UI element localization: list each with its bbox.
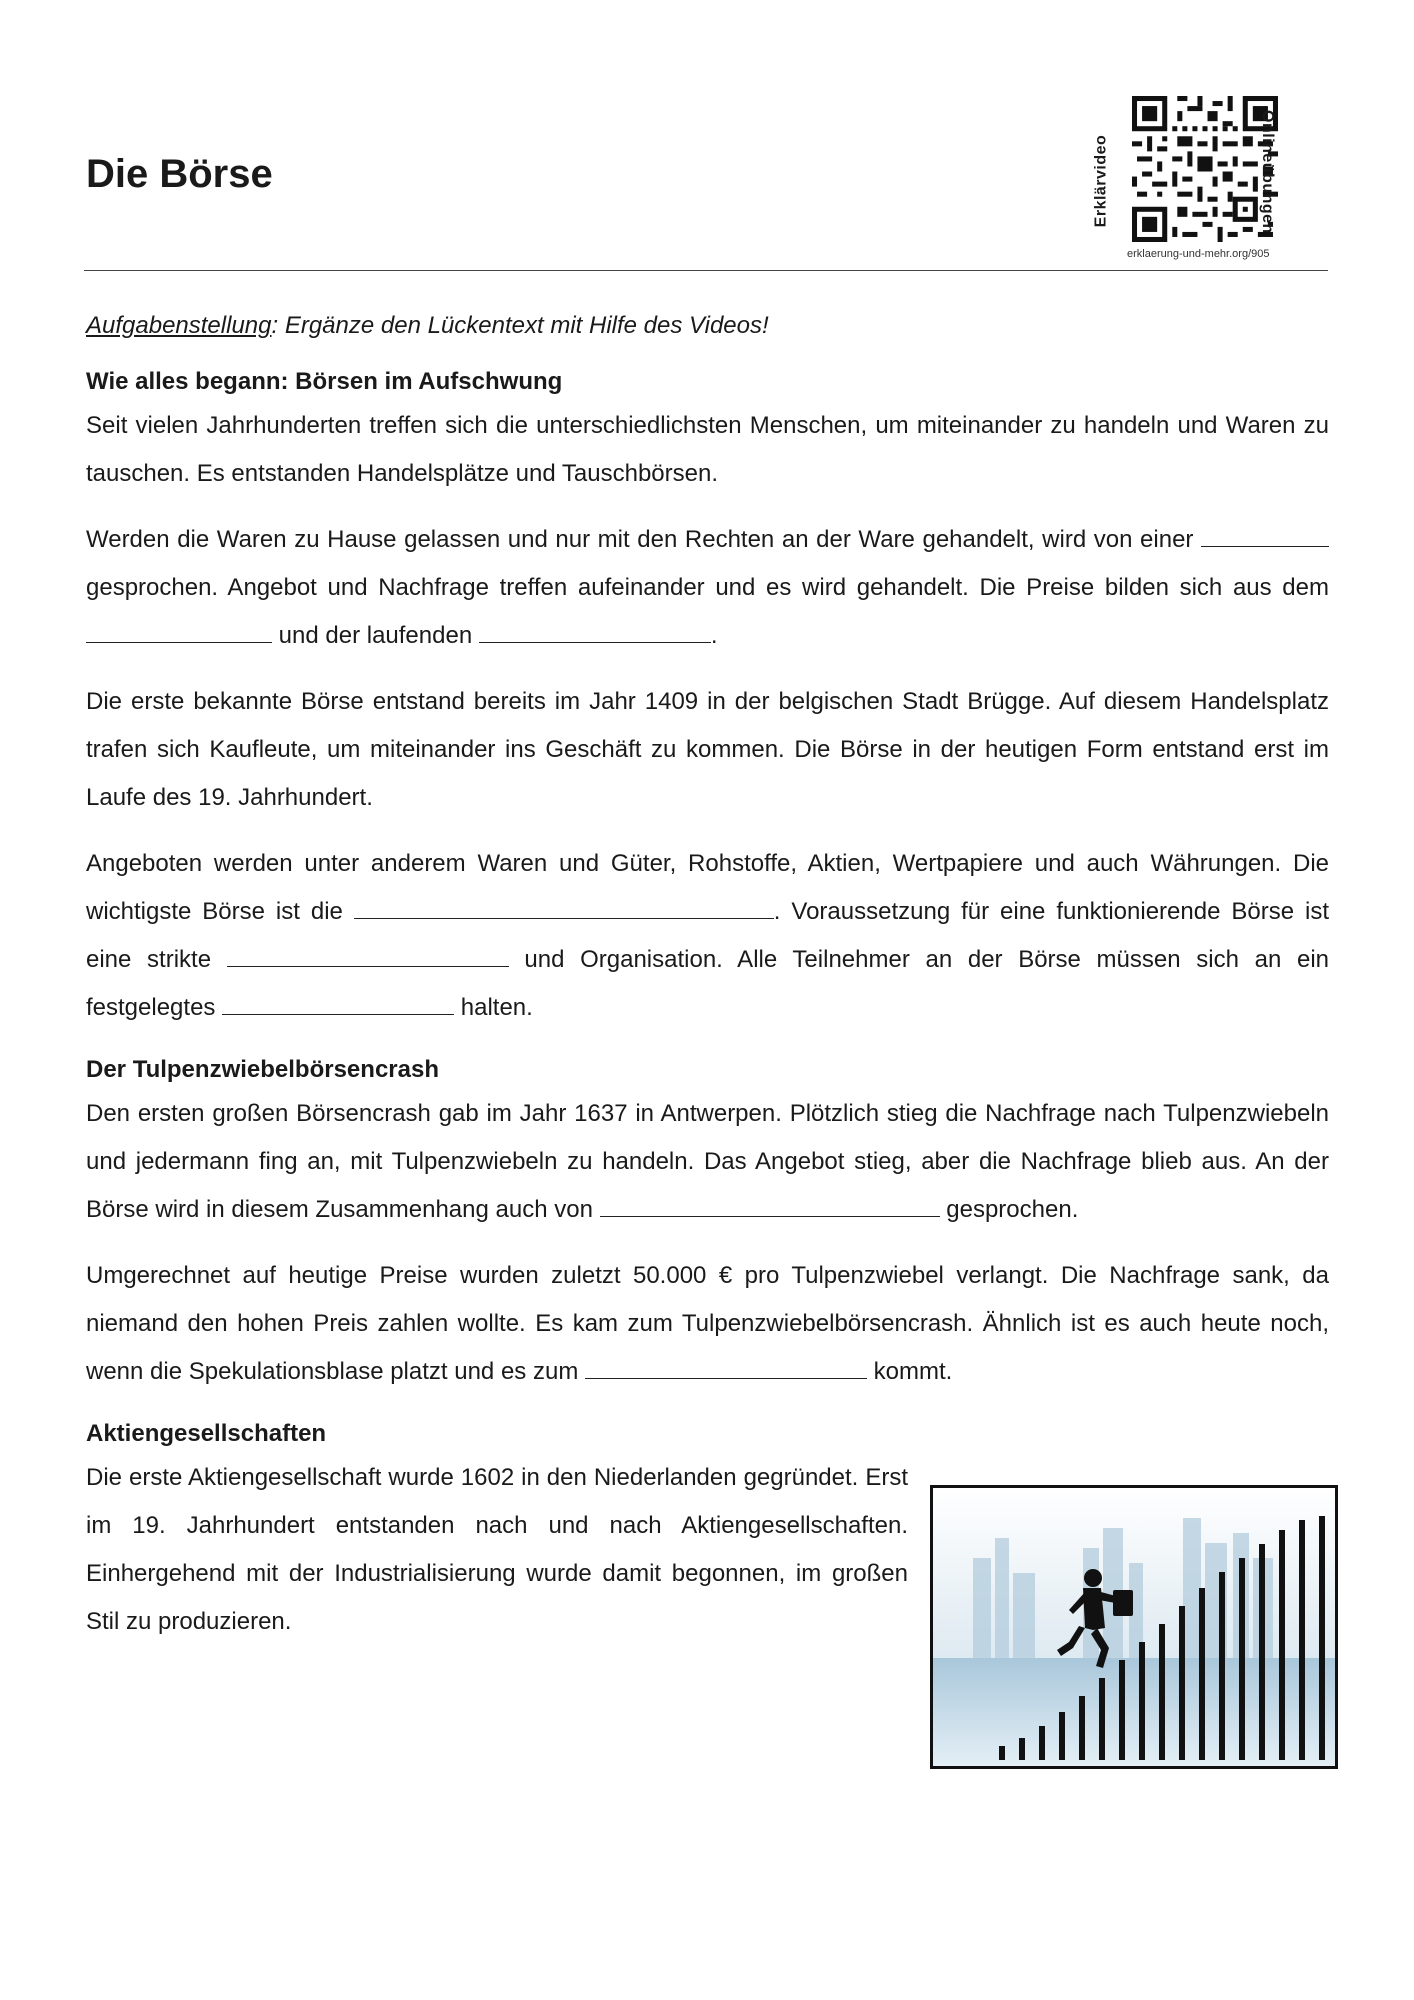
cloze-blank[interactable] <box>1201 522 1329 547</box>
paragraph-cloze <box>86 1090 1329 1234</box>
paragraph-text: . Voraussetzung für eine funktionierende Börse ist eine strikte <box>86 898 1329 973</box>
section-heading-boersen-aufschwung: Wie alles begann: Börsen im Aufschwung <box>86 368 563 395</box>
paragraph-cloze <box>86 516 1329 660</box>
paragraph-text: gesprochen. Angebot und Nachfrage treffen aufeinander und es wird gehandelt. Die Preise bilden sich aus dem <box>86 574 1329 601</box>
cloze-blank[interactable] <box>585 1354 867 1379</box>
paragraph-text: gesprochen. <box>939 1196 1079 1223</box>
cloze-blank[interactable] <box>600 1192 940 1217</box>
task-text: : Ergänze den Lückentext mit Hilfe des Videos! <box>271 312 769 339</box>
task-instruction <box>86 306 1329 346</box>
task-label: Aufgabenstellung <box>86 312 272 339</box>
paragraph-text: und Organisation. Alle Teilnehmer an der Börse müssen sich an ein festgelegtes <box>86 946 1329 1021</box>
paragraph-text: kommt. <box>866 1358 953 1385</box>
qr-url[interactable]: erklaerung-und-mehr.org/905 <box>1127 248 1270 260</box>
paragraph-text: Angeboten werden unter anderem Waren und Güter, Rohstoffe, Aktien, Wertpapiere und auch Währungen. Die wichtigste Börse ist die <box>86 850 1329 925</box>
paragraph-cloze <box>86 1252 1329 1396</box>
section-heading-tulpen: Der Tulpenzwiebelbörsencrash <box>86 1056 439 1083</box>
stock-chart-illustration <box>930 1485 1338 1769</box>
qr-label-erklaervideo: Erklärvideo <box>1092 134 1110 228</box>
qr-label-onlineuebungen: Onlineübungen <box>1259 110 1276 234</box>
paragraph: Die erste Aktiengesellschaft wurde 1602 in den Niederlanden gegründet. Erst im 19. Jahrhundert entstanden nach und nach Aktiengesellschaften. Einhergehend mit der Industrialisierung wurde damit begonnen, im großen Stil zu produzieren. <box>86 1464 908 1635</box>
businessman-climbing-bars-image <box>933 1488 1335 1766</box>
cloze-blank[interactable] <box>86 618 272 643</box>
paragraph-cloze <box>86 840 1329 1032</box>
cloze-blank[interactable] <box>479 618 711 643</box>
paragraph-text: . <box>710 622 718 649</box>
cloze-blank[interactable] <box>227 942 509 967</box>
paragraph-text: halten. <box>454 994 533 1021</box>
cloze-blank[interactable] <box>222 990 454 1015</box>
qr-code-icon[interactable] <box>1132 96 1278 242</box>
paragraph-text: und der laufenden <box>272 622 479 649</box>
header-divider <box>84 270 1328 271</box>
paragraph: Seit vielen Jahrhunderten treffen sich die unterschiedlichsten Menschen, um miteinander zu handeln und Waren zu tauschen. Es entstanden Handelsplätze und Tauschbörsen. <box>86 412 1329 487</box>
qr-block[interactable] <box>1085 92 1335 272</box>
worksheet-body <box>86 306 1329 1664</box>
paragraph-text: Werden die Waren zu Hause gelassen und nur mit den Rechten an der Ware gehandelt, wird von einer <box>86 526 1201 553</box>
cloze-blank[interactable] <box>354 894 774 919</box>
paragraph-text: Den ersten großen Börsencrash gab im Jahr 1637 in Antwerpen. Plötzlich stieg die Nachfrage nach Tulpenzwiebeln und jedermann fing an, mit Tulpenzwiebeln zu handeln. Das Angebot stieg, aber die Nachfrage blieb aus. An der Börse wird in diesem Zusammenhang auch von <box>86 1100 1329 1223</box>
paragraph-text: Umgerechnet auf heutige Preise wurden zuletzt 50.000 € pro Tulpenzwiebel verlangt. Die Nachfrage sank, da niemand den hohen Preis zahlen wollte. Es kam zum Tulpenzwiebelbörsencrash. Ähnlich ist es auch heute noch, wenn die Spekulationsblase platzt und es zum <box>86 1262 1329 1385</box>
paragraph: Die erste bekannte Börse entstand bereits im Jahr 1409 in der belgischen Stadt Brügge. Auf diesem Handelsplatz trafen sich Kaufleute, um miteinander ins Geschäft zu kommen. Die Börse in der heutigen Form entstand erst im Laufe des 19. Jahrhundert. <box>86 688 1329 811</box>
section-heading-aktien: Aktiengesellschaften <box>86 1420 327 1447</box>
page-title: Die Börse <box>86 152 273 196</box>
